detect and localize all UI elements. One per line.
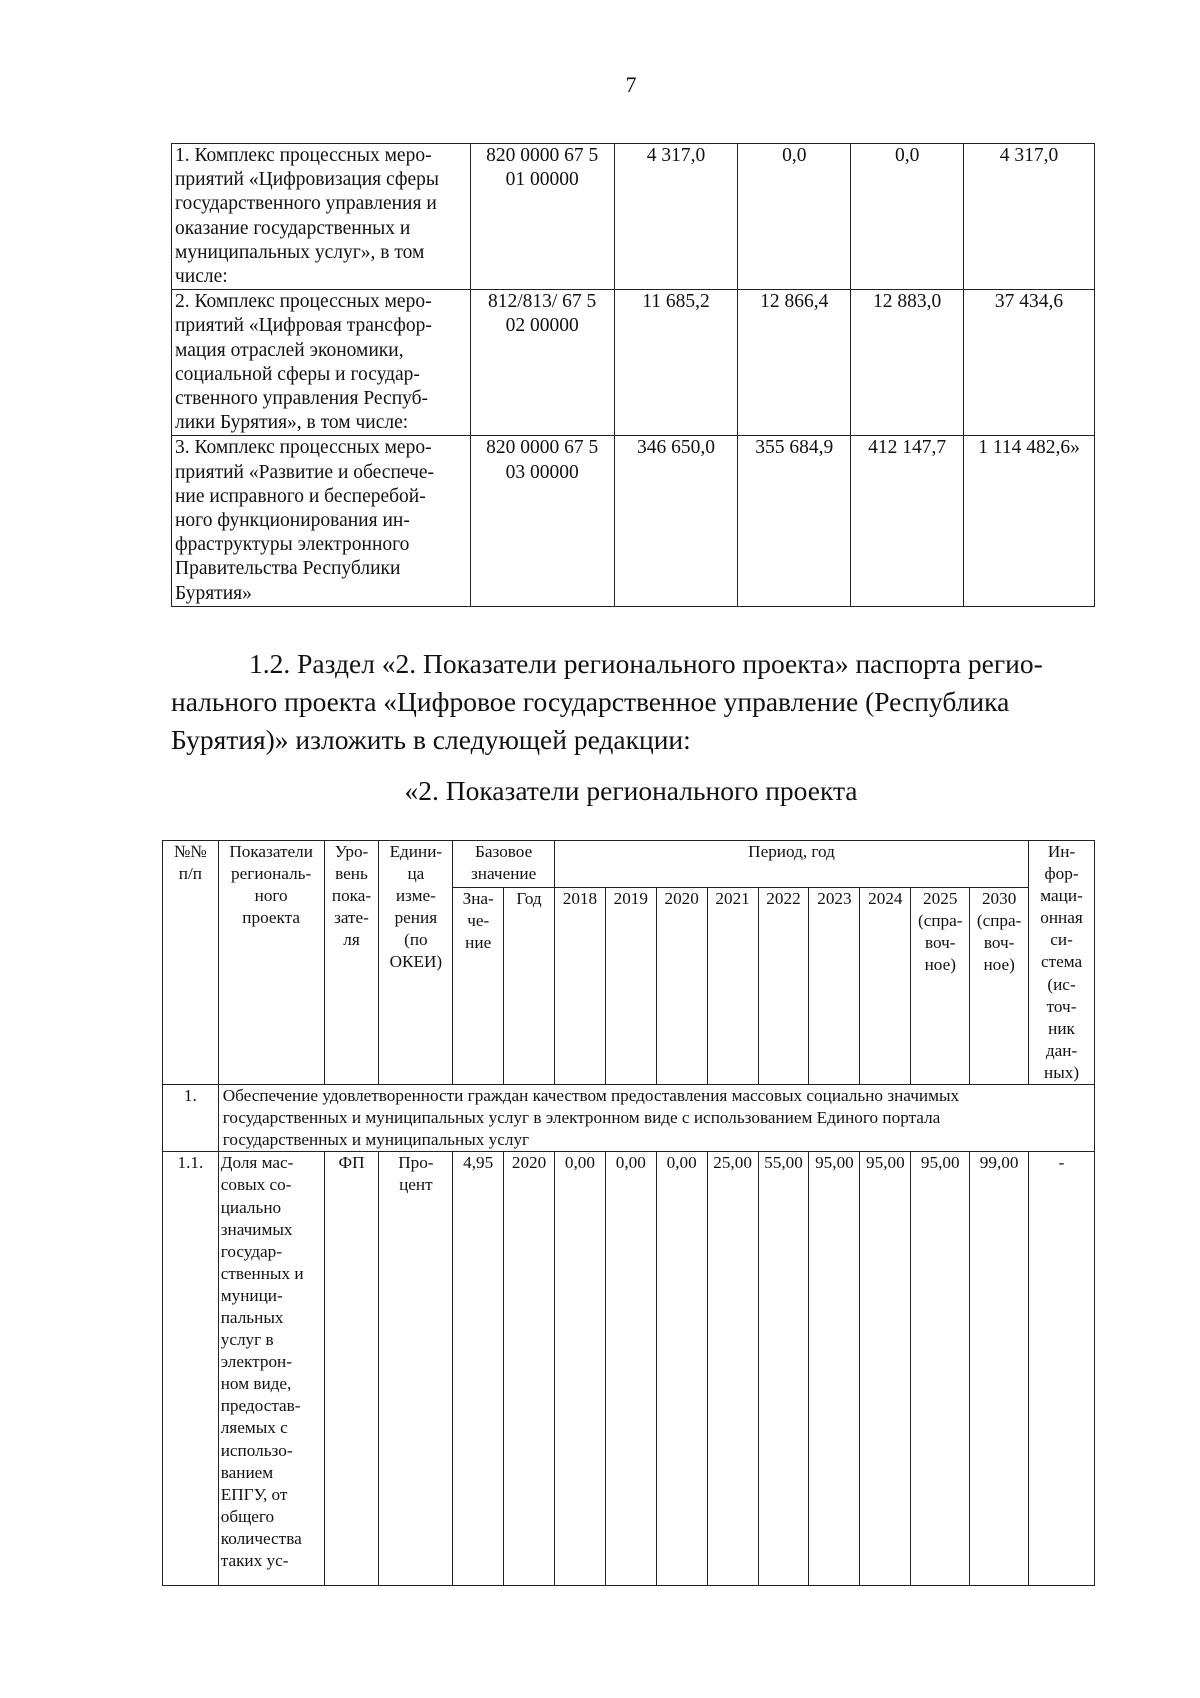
cell-line: точ- — [1046, 996, 1077, 1016]
cell-line: 820 0000 67 5 — [486, 437, 599, 459]
budget-code — [470, 290, 614, 436]
row-value: 0,00 — [656, 1152, 707, 1586]
paragraph-line: 1.2. Раздел «2. Показатели регионального проекта» паспорта регио- — [249, 648, 1043, 679]
cell-line: государственных и муниципальных услуг в электронном виде с использованием Единого портала — [222, 1108, 941, 1128]
cell-line: си- — [1050, 930, 1073, 950]
cell-line: Доля мас- — [220, 1153, 294, 1173]
cell-line: ного функционирования ин- — [175, 510, 410, 532]
cell-line: числе: — [175, 266, 228, 288]
cell-line: 03 00000 — [505, 461, 579, 483]
financing-row — [172, 290, 1095, 436]
header-base — [453, 841, 555, 888]
header-base-value — [453, 888, 504, 1085]
cell-line: проекта — [242, 908, 300, 928]
cell-line: ца — [407, 864, 425, 884]
amount-year-2: 12 866,4 — [738, 290, 851, 436]
paragraph-line: нального проекта «Цифровое государственное управление (Республика — [171, 686, 1010, 717]
cell-line: государственного управления и — [175, 193, 437, 215]
cell-line: ние — [465, 933, 492, 953]
cell-line: (ис- — [1047, 974, 1076, 994]
cell-line: ственных и — [220, 1263, 304, 1283]
cell-line: ние исправного и бесперебой- — [175, 485, 426, 507]
row-value: 55,00 — [758, 1152, 809, 1586]
header-num — [163, 841, 219, 1085]
financing-row — [172, 436, 1095, 606]
cell-line: Обеспечение удовлетворенности граждан качеством предоставления массовых социально значимых — [222, 1086, 960, 1106]
cell-line: ных) — [1044, 1062, 1080, 1082]
cell-line: пока- — [331, 886, 372, 906]
cell-line: предостав- — [220, 1396, 301, 1416]
program-name — [172, 144, 471, 290]
amount-year-3: 412 147,7 — [851, 436, 964, 606]
cell-line: воч- — [983, 933, 1015, 953]
header-year: 2023 — [809, 888, 860, 1085]
header-year: 2019 — [605, 888, 656, 1085]
cell-line: че- — [467, 911, 490, 931]
cell-line: совых со- — [220, 1175, 292, 1195]
amendment-paragraph — [171, 645, 1092, 759]
cell-line: изме- — [395, 886, 436, 906]
cell-line: ственного управления Респуб- — [175, 388, 429, 410]
cell-line: дан- — [1045, 1040, 1078, 1060]
row-value: 95,00 — [809, 1152, 860, 1586]
cell-line: ное) — [924, 955, 956, 975]
cell-line: таких ус- — [220, 1551, 289, 1570]
cell-line: Бурятия» — [175, 582, 252, 604]
row-value: 0,00 — [605, 1152, 656, 1586]
header-year-2030 — [970, 888, 1029, 1085]
cell-line: Правительства Республики — [175, 558, 401, 580]
cell-line: пальных — [220, 1307, 284, 1327]
header-year: 2022 — [758, 888, 809, 1085]
cell-line: ляемых с — [220, 1418, 288, 1438]
cell-line: 01 00000 — [505, 169, 579, 191]
row-num: 1.1. — [163, 1152, 219, 1586]
row-value: 95,00 — [860, 1152, 911, 1586]
cell-line: рения — [394, 908, 438, 928]
cell-line: ЕПГУ, от — [220, 1484, 288, 1504]
header-info-system — [1029, 841, 1095, 1085]
cell-line: Уро- — [334, 842, 369, 861]
cell-line: муниципальных услуг», в том — [175, 241, 425, 263]
amount-total: 4 317,0 — [964, 144, 1095, 290]
header-year: 2020 — [656, 888, 707, 1085]
cell-line: 02 00000 — [505, 315, 579, 337]
program-name — [172, 290, 471, 436]
cell-line: вень — [335, 864, 368, 884]
cell-line: мация отраслей экономики, — [175, 339, 404, 361]
cell-line: Зна- — [462, 889, 494, 909]
cell-line: (по — [404, 930, 428, 950]
cell-line: 812/813/ 67 5 — [487, 291, 597, 313]
row-base-year: 2020 — [504, 1152, 555, 1586]
cell-line: значение — [471, 864, 537, 884]
cell-line: п/п — [178, 864, 202, 884]
cell-line: лики Бурятия», в том числе: — [175, 412, 409, 434]
amount-year-3: 0,0 — [851, 144, 964, 290]
cell-line: маци- — [1040, 886, 1083, 906]
header-unit — [379, 841, 453, 1085]
amount-total: 37 434,6 — [964, 290, 1095, 436]
row-unit — [379, 1152, 453, 1586]
cell-line: Про- — [398, 1153, 434, 1173]
cell-line: ОКЕИ) — [389, 952, 443, 972]
cell-line: оказание государственных и — [175, 217, 411, 239]
header-year-2025 — [911, 888, 970, 1085]
cell-line: 1. Комплекс процессных меро- — [175, 145, 432, 166]
cell-line: зате- — [334, 908, 369, 928]
indicators-table — [162, 840, 1095, 1586]
row-indicator — [218, 1152, 324, 1586]
group-row — [163, 1085, 1095, 1152]
cell-line: воч- — [924, 933, 956, 953]
amount-year-3: 12 883,0 — [851, 290, 964, 436]
cell-line: ник — [1048, 1018, 1075, 1038]
amount-year-2: 355 684,9 — [738, 436, 851, 606]
cell-line: 2. Комплекс процессных меро- — [175, 291, 432, 313]
cell-line: государ- — [220, 1241, 282, 1261]
cell-line: циально — [220, 1197, 282, 1217]
cell-line: 3. Комплекс процессных меро- — [175, 437, 432, 459]
cell-line: ном виде, — [220, 1374, 292, 1394]
cell-line: 2030 — [981, 889, 1017, 909]
cell-line: приятий «Развитие и обеспече- — [175, 461, 435, 483]
budget-code — [470, 436, 614, 606]
cell-line: 2025 — [923, 889, 958, 909]
program-name — [172, 436, 471, 606]
row-info-system: - — [1029, 1152, 1095, 1586]
cell-line: Ин- — [1047, 842, 1076, 861]
section-heading: «2. Показатели регионального проекта — [404, 775, 858, 806]
row-value-2030: 99,00 — [970, 1152, 1029, 1586]
cell-line: общего — [220, 1506, 275, 1526]
cell-line: Едини- — [389, 842, 443, 861]
cell-line: количества — [220, 1528, 302, 1548]
amount-year-2: 0,0 — [738, 144, 851, 290]
cell-line: использо- — [220, 1440, 293, 1460]
amount-total: 1 114 482,6» — [964, 436, 1095, 606]
amount-year-1: 346 650,0 — [614, 436, 738, 606]
amount-year-1: 11 685,2 — [614, 290, 738, 436]
financing-table — [171, 143, 1095, 607]
row-base-value: 4,95 — [453, 1152, 504, 1586]
group-num: 1. — [163, 1085, 219, 1152]
header-year: 2021 — [707, 888, 758, 1085]
cell-line: приятий «Цифровизация сферы — [175, 169, 440, 191]
cell-line: ля — [343, 930, 360, 950]
row-value-2025: 95,00 — [911, 1152, 970, 1586]
cell-line: значимых — [220, 1219, 293, 1239]
header-period: Период, год — [554, 841, 1028, 888]
row-value: 0,00 — [554, 1152, 605, 1586]
cell-line: ное) — [983, 955, 1015, 975]
header-base-year: Год — [504, 888, 555, 1085]
cell-line: электрон- — [220, 1352, 292, 1372]
group-title — [218, 1085, 1094, 1152]
cell-line: приятий «Цифровая трансфор- — [175, 315, 432, 337]
page-number: 7 — [625, 72, 637, 97]
cell-line: Показатели — [229, 842, 313, 861]
cell-line: социальной сферы и государ- — [175, 363, 420, 385]
indicator-row — [163, 1152, 1095, 1586]
cell-line: фор- — [1044, 864, 1079, 884]
cell-line: ного — [254, 886, 288, 906]
row-level: ФП — [324, 1152, 379, 1586]
cell-line: государственных и муниципальных услуг — [222, 1130, 530, 1150]
cell-line: стема — [1040, 952, 1083, 972]
cell-line: услуг в — [220, 1330, 274, 1350]
header-level — [324, 841, 379, 1085]
cell-line: 820 0000 67 5 — [486, 145, 599, 166]
cell-line: (спра- — [917, 911, 963, 931]
cell-line: №№ — [173, 842, 207, 861]
header-row — [163, 841, 1095, 888]
cell-line: муници- — [220, 1285, 283, 1305]
header-indicator — [218, 841, 324, 1085]
budget-code — [470, 144, 614, 290]
financing-row — [172, 144, 1095, 290]
row-value: 25,00 — [707, 1152, 758, 1586]
cell-line: фраструктуры электронного — [175, 534, 410, 556]
header-year: 2024 — [860, 888, 911, 1085]
amount-year-1: 4 317,0 — [614, 144, 738, 290]
cell-line: онная — [1040, 908, 1083, 928]
paragraph-line: Бурятия)» изложить в следующей редакции: — [171, 724, 691, 755]
cell-line: (спра- — [976, 911, 1022, 931]
header-year: 2018 — [554, 888, 605, 1085]
cell-line: цент — [399, 1175, 433, 1195]
cell-line: Базовое — [475, 842, 533, 861]
cell-line: ванием — [220, 1462, 274, 1482]
cell-line: региональ- — [231, 864, 312, 884]
